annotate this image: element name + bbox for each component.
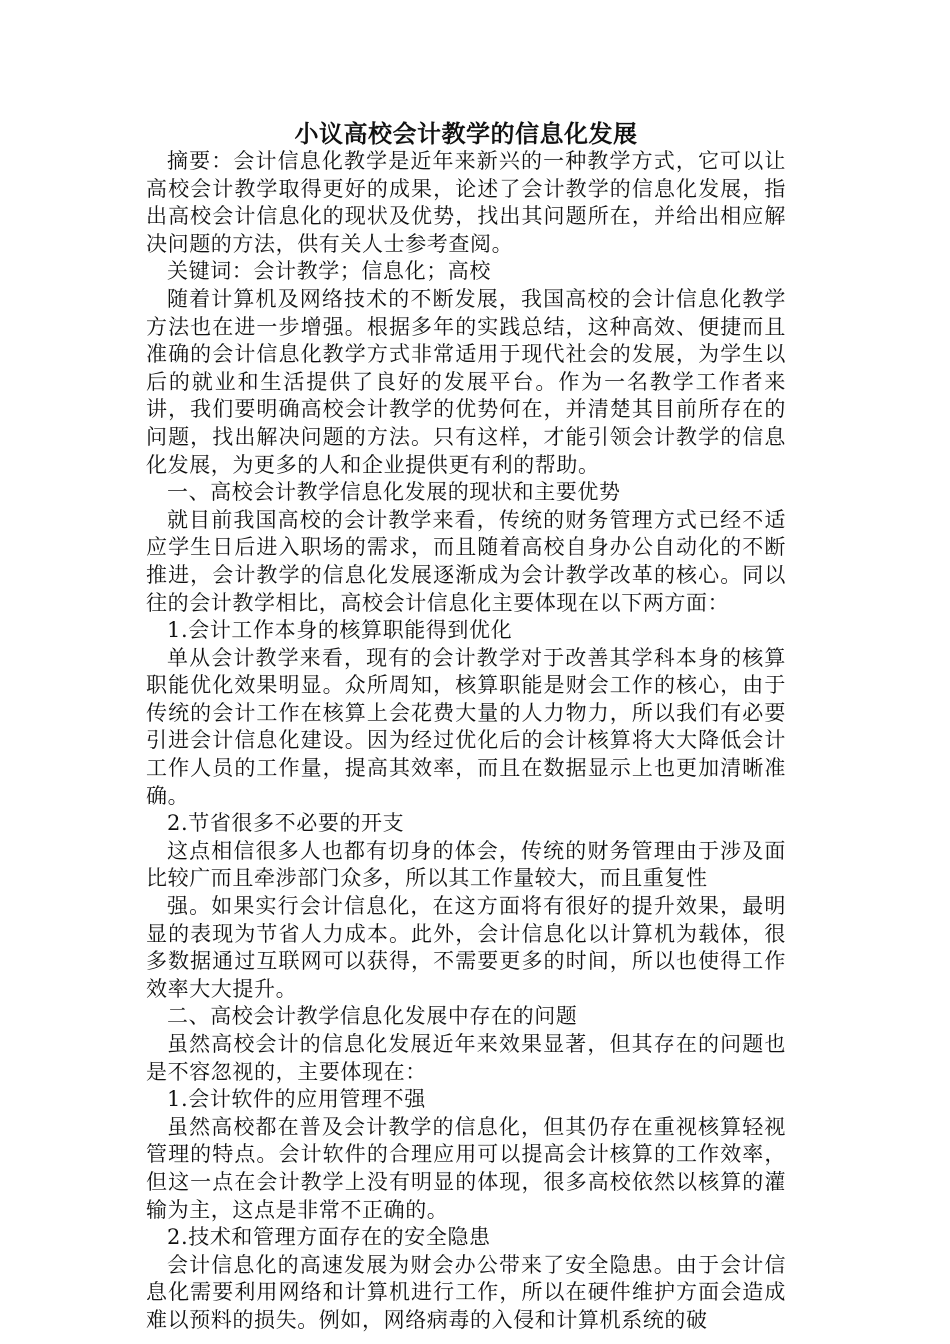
body-paragraph: 虽然高校都在普及会计教学的信息化，但其仍存在重视核算轻视管理的特点。会计软件的合理应用可以提高会计核算的工作效率，但这一点在会计教学上没有明显的体现，很多高校依然以核算的灌输为主，这点是非常不正确的。 <box>146 1114 786 1222</box>
body-paragraph: 虽然高校会计的信息化发展近年来效果显著，但其存在的问题也是不容忽视的，主要体现在： <box>146 1032 786 1084</box>
body-paragraph: 单从会计教学来看，现有的会计教学对于改善其学科本身的核算职能优化效果明显。众所周知，核算职能是财会工作的核心，由于传统的会计工作在核算上会花费大量的人力物力，所以我们有必要引进会计信息化建设。因为经过优化后的会计核算将大大降低会计工作人员的工作量，提高其效率，而且在数据显示上也更加清晰准确。 <box>146 645 786 808</box>
abstract-paragraph: 摘要：会计信息化教学是近年来新兴的一种教学方式，它可以让高校会计教学取得更好的成果，论述了会计教学的信息化发展，指出高校会计信息化的现状及优势，找出其问题所在，并给出相应解决问题的方法，供有关人士参考查阅。 <box>146 149 786 256</box>
subsection-heading: 2.节省很多不必要的开支 <box>167 811 405 836</box>
subsection-heading: 2.技术和管理方面存在的安全隐患 <box>167 1225 491 1250</box>
body-paragraph: 就目前我国高校的会计教学来看，传统的财务管理方式已经不适应学生日后进入职场的需求，而且随着高校自身办公自动化的不断推进，会计教学的信息化发展逐渐成为会计教学改革的核心。同以往的会计教学相比，高校会计信息化主要体现在以下两方面： <box>146 507 786 615</box>
body-paragraph: 强。如果实行会计信息化，在这方面将有很好的提升效果，最明显的表现为节省人力成本。此外，会计信息化以计算机为载体，很多数据通过互联网可以获得，不需要更多的时间，所以也使得工作效率大大提升。 <box>146 894 786 1001</box>
section-heading-2: 二、高校会计教学信息化发展中存在的问题 <box>167 1004 578 1029</box>
intro-paragraph: 随着计算机及网络技术的不断发展，我国高校的会计信息化教学方法也在进一步增强。根据多年的实践总结，这种高效、便捷而且准确的会计信息化教学方式非常适用于现代社会的发展，为学生以后的就业和生活提供了良好的发展平台。作为一名教学工作者来讲，我们要明确高校会计教学的优势何在，并清楚其目前所存在的问题，找出解决问题的方法。只有这样，才能引领会计教学的信息化发展，为更多的人和企业提供更有利的帮助。 <box>146 286 786 477</box>
document-body <box>146 148 786 1335</box>
subsection-heading: 1.会计软件的应用管理不强 <box>167 1087 426 1112</box>
subsection-heading: 1.会计工作本身的核算职能得到优化 <box>167 618 513 643</box>
section-heading-1: 一、高校会计教学信息化发展的现状和主要优势 <box>167 480 621 505</box>
keywords-paragraph: 关键词：会计教学；信息化；高校 <box>167 259 491 284</box>
body-paragraph: 这点相信很多人也都有切身的体会，传统的财务管理由于涉及面比较广而且牵涉部门众多，所以其工作量较大，而且重复性 <box>146 838 786 891</box>
document-title: 小议高校会计教学的信息化发展 <box>294 120 638 148</box>
body-paragraph: 会计信息化的高速发展为财会办公带来了安全隐患。由于会计信息化需要利用网络和计算机进行工作，所以在硬件维护方面会造成难以预料的损失。例如，网络病毒的入侵和计算机系统的破 <box>146 1252 786 1332</box>
